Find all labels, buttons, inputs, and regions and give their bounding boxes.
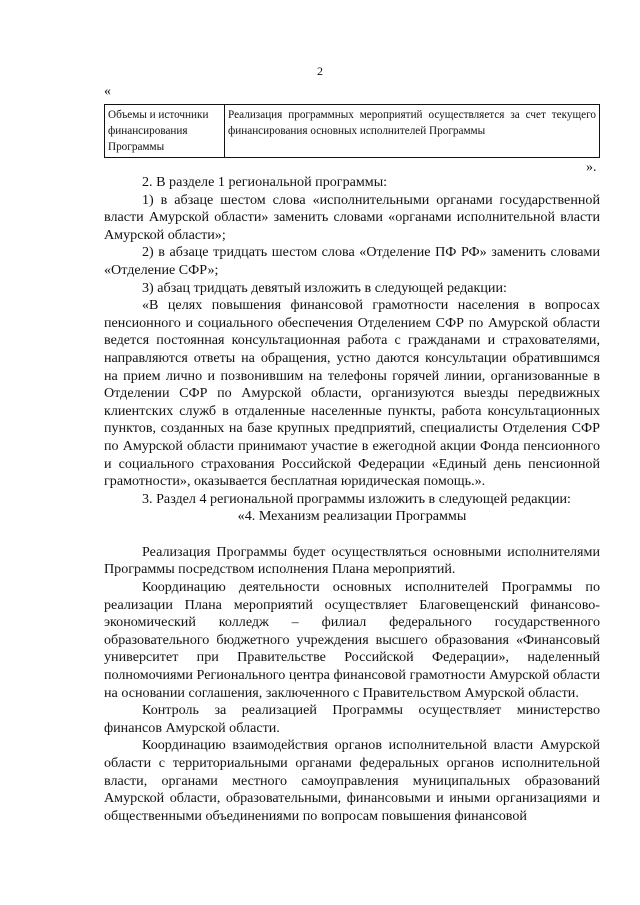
financing-label-cell: Объемы и источники финансирования Программы [105, 105, 225, 158]
paragraph-coordination: Координацию деятельности основных исполнителей Программы по реализации Плана мероприятий осуществляет Благовещенский финансово-экономический колледж – филиал федерального государственного образовательного бюджетного учреждения высшего образования «Финансовый университет при Правительстве Российской Федерации», наделенный полномочиями Регионального центра финансовой грамотности Амурской области на основании соглашения, заключенного с Правительством Амурской области. [104, 579, 600, 701]
financing-table [104, 104, 600, 158]
page-number: 2 [317, 64, 323, 78]
paragraph-section-4-heading: 3. Раздел 4 региональной программы изложить в следующей редакции: [142, 490, 571, 507]
paragraph-implementation: Реализация Программы будет осуществляться основными исполнителями Программы посредством исполнения Плана мероприятий. [104, 543, 600, 578]
paragraph-new-wording: «В целях повышения финансовой грамотности населения в вопросах пенсионного и социального обеспечения Отделением СФР по Амурской области ведется постоянная консультационная работа с гражданами и страхователями, направляются ответы на обращения, устно даются консультации обратившимся на прием лично и позвонившим на телефоны горячей линии, организованные в Отделении СФР по Амурской области, организуются выезды передвижных клиентских служб в отдаленные населенные пункты, работа консультационных пунктов, созданных на базе крупных предприятий, специалисты Отделения СФР по Амурской области принимают участие в ежегодной акции Фонда пенсионного и социального страхования Российской Федерации «Единый день пенсионной грамотности», оказывается бесплатная юридическая помощь.». [104, 297, 600, 490]
paragraph-control: Контроль за реализацией Программы осуществляет министерство финансов Амурской области. [104, 702, 600, 736]
financing-value-cell: Реализация программных мероприятий осуществляется за счет текущего финансирования основных исполнителей Программы [225, 105, 600, 158]
paragraph-section-1-heading: 2. В разделе 1 региональной программы: [142, 174, 388, 190]
paragraph-item-1: 1) в абзаце шестом слова «исполнительными органами государственной власти Амурской области» заменить словами «органами исполнительной власти Амурской области»; [104, 191, 600, 243]
document-body [104, 174, 600, 825]
closing-quote: ». [586, 160, 597, 175]
paragraph-interaction: Координацию взаимодействия органов исполнительной власти Амурской области с территориальными органами федеральных органов исполнительной власти, органами местного самоуправления муниципальных образований Амурской области, образовательными, финансовыми и иными организациями и общественными объединениями по вопросам повышения финансовой [104, 737, 600, 824]
opening-quote: « [104, 84, 111, 99]
spacer [104, 526, 600, 544]
table-row [105, 105, 600, 158]
paragraph-item-2: 2) в абзаце тридцать шестом слова «Отделение ПФ РФ» заменить словами «Отделение СФР»; [104, 244, 600, 278]
section-title-mechanism: «4. Механизм реализации Программы [237, 508, 467, 525]
paragraph-item-3: 3) абзац тридцать девятый изложить в следующей редакции: [142, 279, 507, 296]
